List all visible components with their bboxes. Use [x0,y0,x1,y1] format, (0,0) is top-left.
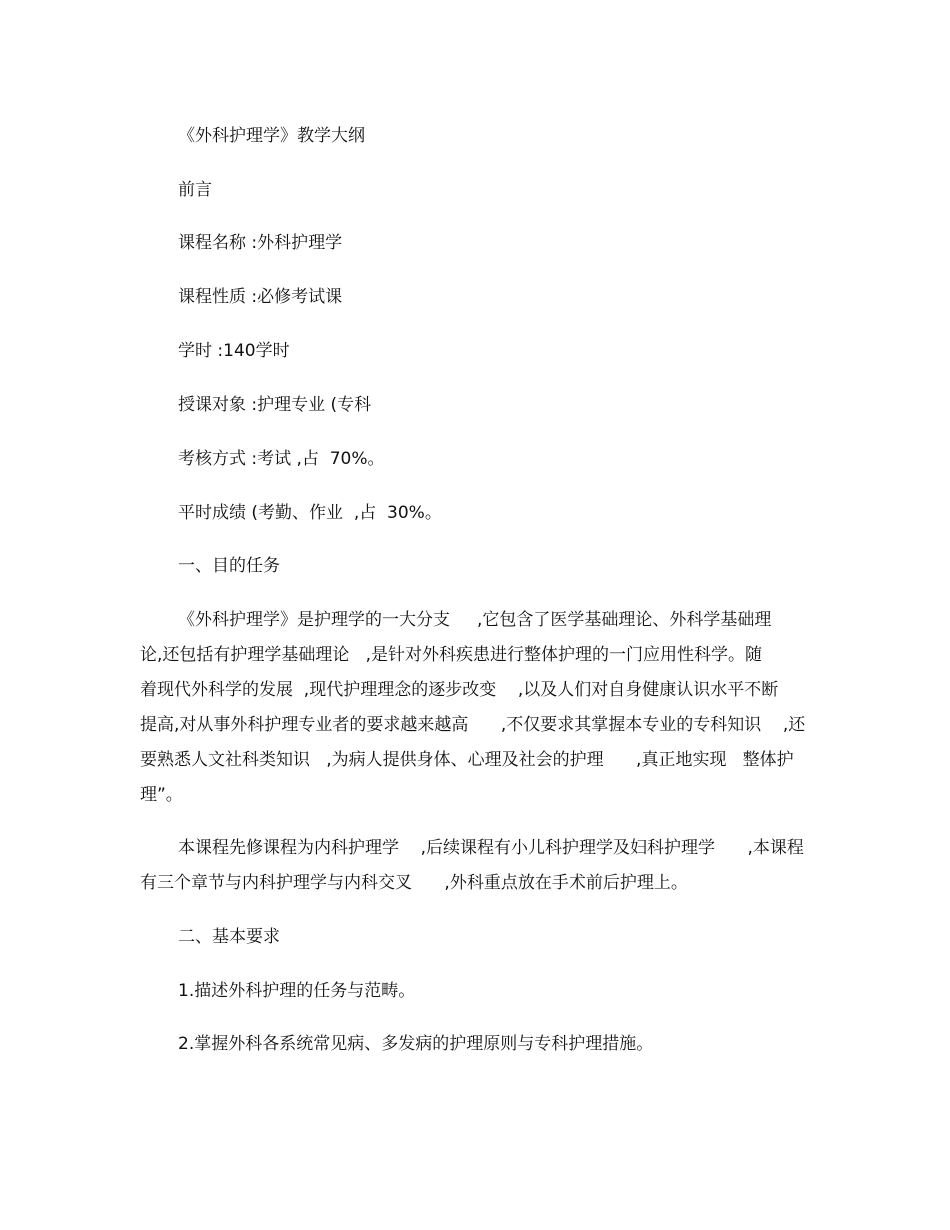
preface-heading: 前言 [178,180,212,200]
requirement-item: 2.掌握外科各系统常见病、多发病的护理原则与专科护理措施。 [178,1034,654,1054]
paragraph-line: 有三个章节与内科护理学与内科交叉 ,外科重点放在手术前后护理上。 [140,873,688,893]
paragraph-line: 本课程先修课程为内科护理学 ,后续课程有小儿科护理学及妇科护理学 ,本课程 [178,838,804,858]
paragraph-line: 论,还包括有护理学基础理论 ,是针对外科疾患进行整体护理的一门应用性科学。随 [140,645,763,665]
paragraph-line: 《外科护理学》是护理学的一大分支 ,它包含了医学基础理论、外科学基础理 [178,610,772,630]
section-heading-objectives: 一、目的任务 [178,556,280,576]
course-hours: 学时 :140学时 [178,341,290,361]
usual-score: 平时成绩 (考勤、作业 ,占 30%。 [178,503,442,523]
paragraph-line: 着现代外科学的发展 ,现代护理理念的逐步改变 ,以及人们对自身健康认识水平不断 [140,680,779,700]
course-name: 课程名称 :外科护理学 [178,233,343,253]
paragraph-line: 理”。 [140,785,183,805]
course-nature: 课程性质 :必修考试课 [178,287,343,307]
paragraph-line: 提高,对从事外科护理专业者的要求越来越高 ,不仅要求其掌握本专业的专科知识 ,还 [140,715,806,735]
course-audience: 授课对象 :护理专业 (专科 [178,395,372,415]
requirement-item: 1.描述外科护理的任务与范畴。 [178,981,416,1001]
section-heading-requirements: 二、基本要求 [178,927,280,947]
assessment-method: 考核方式 :考试 ,占 70%。 [178,449,385,469]
paragraph-line: 要熟悉人文社科类知识 ,为病人提供身体、心理及社会的护理 ,真正地实现 整体护 [140,750,794,770]
document-title: 《外科护理学》教学大纲 [178,126,365,146]
